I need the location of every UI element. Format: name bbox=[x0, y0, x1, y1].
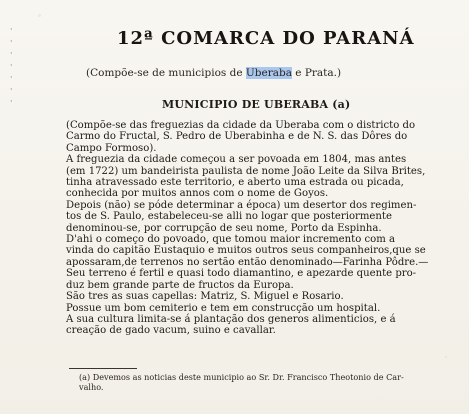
body-line-19: creação de gado vacum, suino e cavallar. bbox=[66, 325, 276, 337]
body-line-11: D'ahi o começo do povoado, que tomou maior incremento com a bbox=[66, 234, 396, 246]
subtitle-prefix: (Compõe-se de municipios de bbox=[86, 67, 246, 79]
footnote bbox=[79, 372, 461, 392]
body-text bbox=[66, 120, 463, 337]
body-line-5: (em 1722) um bandeirista paulista de nome João Leite da Silva Brites, bbox=[66, 165, 426, 177]
body-line-3: Campo Formoso). bbox=[66, 142, 157, 154]
body-line-17: Possue um bom cemiterio e tem em construcção um hospital. bbox=[66, 302, 381, 314]
paper-speck bbox=[38, 14, 41, 17]
body-line-4: A freguezia da cidade começou a ser povoada em 1804, mas antes bbox=[66, 154, 407, 166]
margin-dots: · · · · · · · bbox=[10, 25, 14, 106]
document-title: 12ª COMARCA DO PARANÁ bbox=[117, 28, 415, 49]
body-line-12: vinda do capitão Eustaquio e muitos outros seus companheiros,que se bbox=[66, 245, 426, 257]
section-title: MUNICIPIO DE UBERABA (a) bbox=[162, 98, 351, 111]
paper-speck bbox=[445, 356, 447, 358]
footnote-line-2: valho. bbox=[79, 382, 104, 392]
highlighted-word: Uberaba bbox=[245, 67, 292, 79]
footnote-line-1: (a) Devemos as noticias deste municipio ao Sr. Dr. Francisco Theotonio de Car- bbox=[79, 372, 404, 382]
body-line-18: A sua cultura limita-se á plantação dos generos alimenticios, e á bbox=[66, 313, 396, 325]
footnote-divider bbox=[69, 368, 137, 369]
subtitle-suffix: e Prata.) bbox=[291, 67, 342, 79]
body-line-6: tinha atravessado este territorio, e aberto uma estrada ou picada, bbox=[66, 177, 404, 189]
body-line-9: tos de S. Paulo, estabeleceu-se alli no logar que posteriormente bbox=[66, 211, 392, 223]
body-line-10: denominou-se, por corrupção de seu nome, Porto da Espinha. bbox=[66, 222, 382, 234]
body-line-14: Seu terreno é fertil e quasi todo diamantino, e apezarde quente pro- bbox=[66, 268, 417, 280]
body-line-2: Carmo do Fructal, S. Pedro de Uberabinha e de N. S. das Dôres do bbox=[66, 131, 408, 143]
body-line-1: (Compõe-se das freguezias da cidade da Uberaba com o districto do bbox=[66, 120, 416, 131]
body-line-16: São tres as suas capellas: Matriz, S. Miguel e Rosario. bbox=[66, 291, 344, 303]
body-line-15: duz bem grande parte de fructos da Europa. bbox=[66, 279, 294, 291]
body-line-7: conhecida por muitos annos com o nome de Goyos. bbox=[66, 188, 329, 200]
body-line-13: apossaram,de terrenos no sertão então denominado—Farinha Pôdre.— bbox=[66, 256, 429, 268]
subtitle bbox=[86, 67, 341, 79]
body-line-8: Depois (não) se póde determinar a época) um desertor dos regimen- bbox=[66, 199, 417, 211]
